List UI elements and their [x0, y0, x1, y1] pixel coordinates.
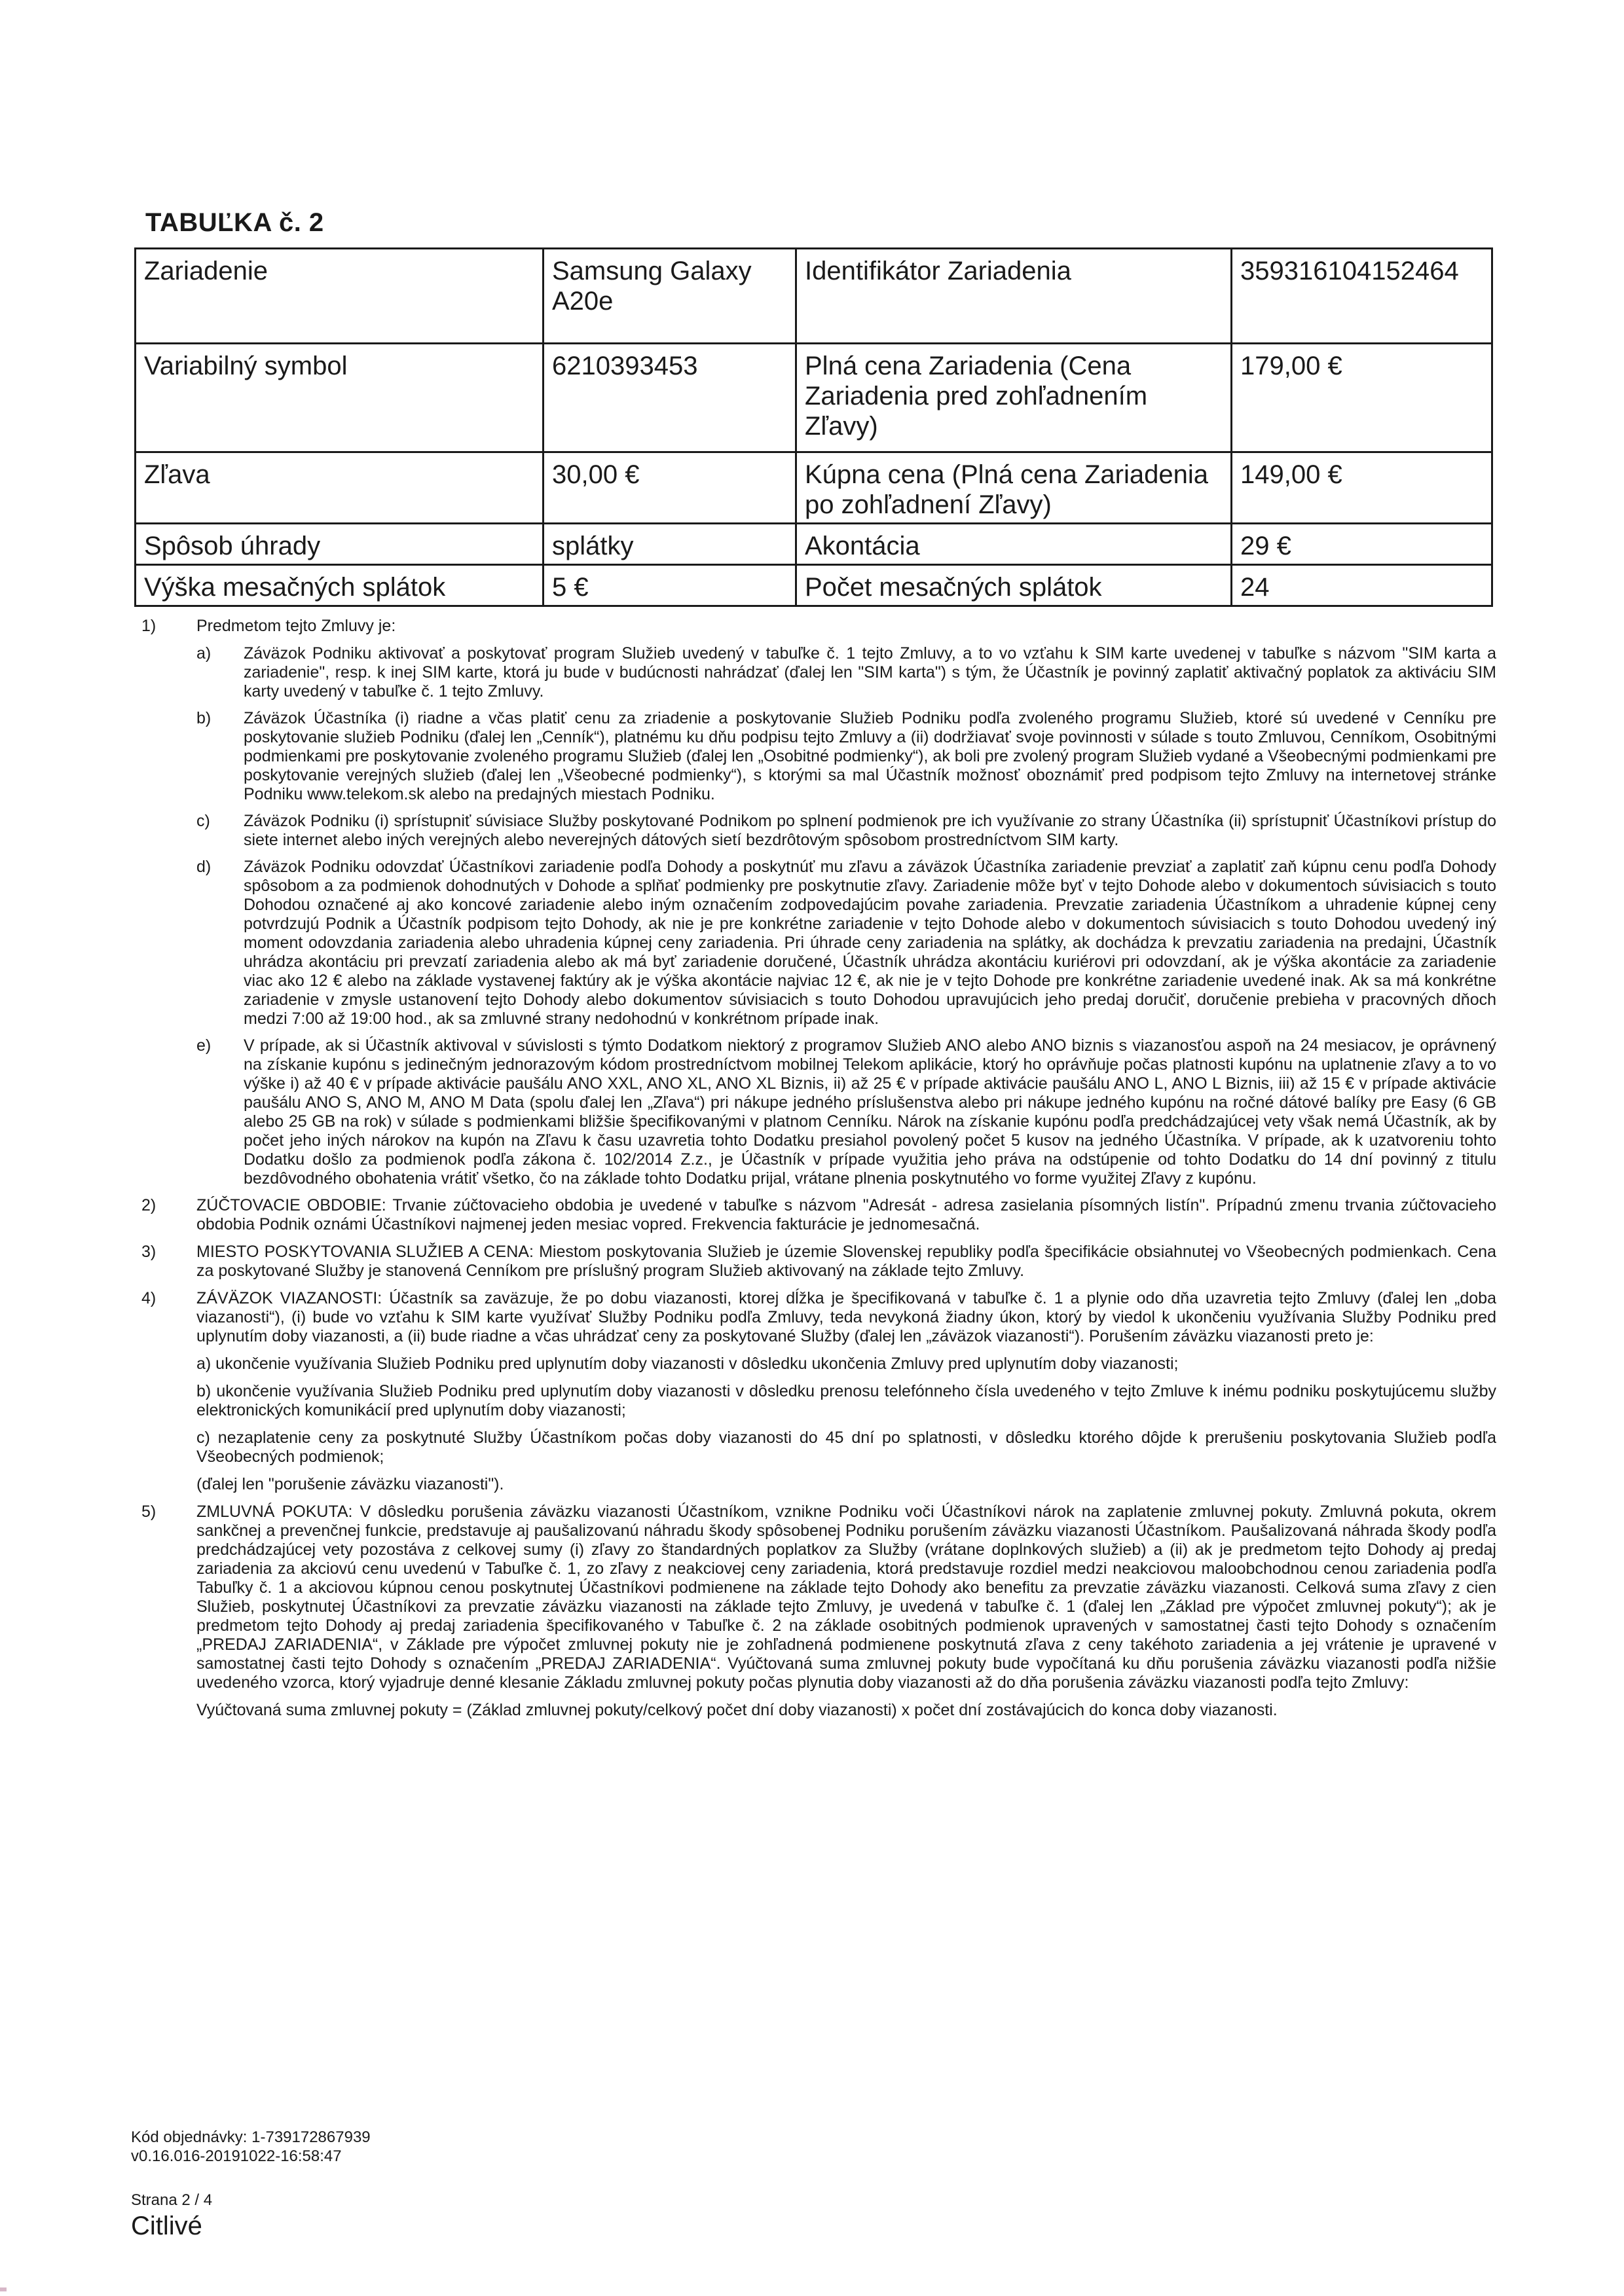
item-letter: c)	[196, 812, 210, 830]
section-number: 4)	[141, 1289, 157, 1307]
page-footer	[131, 2128, 371, 2241]
version-string: v0.16.016-20191022-16:58:47	[131, 2147, 342, 2165]
breach-condition: a) ukončenie využívania Služieb Podniku pred uplynutím doby viazanosti v dôsledku ukončenia Zmluvy pred uplynutím doby viazanosti;	[196, 1355, 1179, 1373]
table-row	[136, 249, 1492, 344]
section-intro: Predmetom tejto Zmluvy je:	[196, 617, 396, 635]
item-letter: b)	[196, 709, 212, 727]
contract-body	[131, 617, 1496, 1728]
table-cell-value: 5 €	[544, 565, 796, 606]
item-text: V prípade, ak si Účastník aktivoval v súvislosti s týmto Dodatkom niektorý z programov Služieb ANO alebo ANO biznis s viazanosťou aspoň na 24 mesiacov, je oprávnený na získanie kupónu s jedinečným jednorazovým kódom prostredníctvom mobilnej Telekom aplikácie, ktorý ho oprávňuje počas platnosti kupónu na uplatnenie zľavy a to vo výške i) až 40 € v prípade aktivácie paušálu ANO XXL, ANO XL, ANO XL Biznis, ii) až 25 € v prípade aktivácie paušálu ANO L, ANO L Biznis, iii) až 15 € v prípade aktivácie paušálu ANO S, ANO M, ANO M Data (spolu ďalej len „Zľava“) pri nákupe jedného príslušenstva alebo pri nákupe jedného kupónu na ročné dátové balíky pre Easy (6 GB alebo 25 GB na rok) v súlade s podmienkami bližšie špecifikovanými v platnom Cenníku. Nárok na získanie kupónu podľa predchádzajúcej vety však nemá Účastník, ak by počet jeho iných nárokov na kupón na Zľavu k času uzavretia tohto Dodatku presiahol povolený počet 5 kusov na jedného Účastníka. V prípade, ak k uzatvoreniu tohto Dodatku došlo za podmienok podľa zákona č. 102/2014 Z.z., je Účastník v prípade využitia jeho práva na odstúpenie od tohto Dodatku do 14 dní povinný z titulu bezdôvodného obohatenia vrátiť všetko, čo na základe tohto Dodatku prijal, vrátane plnenia poskytnutého vo forme využitej Zľavy z kupónu.	[244, 1036, 1496, 1188]
list-item	[131, 709, 1496, 804]
table-cell-value: 149,00 €	[1232, 452, 1492, 524]
section-text: ZÚČTOVACIE OBDOBIE: Trvanie zúčtovacieho obdobia je uvedené v tabuľke s názvom "Adresát - adresa zasielania písomných listín". Prípadnú zmenu trvania zúčtovacieho obdobia Podnik oznámi Účastníkovi najmenej jeden mesiac vopred. Frekvencia fakturácie je jednomesačná.	[196, 1196, 1496, 1233]
page-number: Strana 2 / 4	[131, 2191, 213, 2209]
breach-definition: (ďalej len "porušenie záväzku viazanosti").	[196, 1475, 504, 1493]
table-cell-label: Výška mesačných splátok	[136, 565, 544, 606]
section-number: 2)	[141, 1196, 157, 1214]
list-item	[131, 812, 1496, 850]
table-cell-value: Samsung Galaxy A20e	[544, 249, 796, 344]
item-text: Záväzok Podniku (i) sprístupniť súvisiace Služby poskytované Podnikom po splnení podmienok pre ich využívanie zo strany Účastníka (ii) sprístupniť Účastníkovi prístup do siete internet alebo iných verejných alebo neverejných dátových sietí bezdrôtovým spôsobom prostredníctvom SIM karty.	[244, 812, 1496, 849]
section-text: ZMLUVNÁ POKUTA: V dôsledku porušenia záväzku viazanosti Účastníkom, vznikne Podniku voči Účastníkovi nárok na zaplatenie zmluvnej pokuty. Zmluvná pokuta, okrem sankčnej a prevenčnej funkcie, predstavuje aj paušalizovanú náhradu škody spôsobenej Podniku porušením záväzku viazanosti Účastníkom. Paušalizovaná náhrada škody podľa predchádzajúcej vety pozostáva z celkovej sumy (i) zľavy zo štandardných poplatkov za Služby (vrátane doplnkových služieb) a (ii) ak je predmetom tejto Dohody aj predaj zariadenia za akciovú cenu uvedenú v Tabuľke č. 1, zo zľavy z neakciovej ceny zariadenia, ktorá predstavuje rozdiel medzi neakciovou maloobchodnou cenou zariadenia podľa Tabuľky č. 1 a akciovou kúpnou cenou poskytnutej Účastníkovi podmienene na základe tejto Dohody ako benefitu za prevzatie záväzku viazanosti. Celková suma zľavy z cien Služieb, poskytnutej Účastníkovi za prevzatie záväzku viazanosti na základe tejto Zmluvy, je uvedená v tabuľke č. 1 (ďalej len „Základ pre výpočet zmluvnej pokuty“); ak je predmetom tejto Dohody aj predaj zariadenia špecifikovaného v Tabuľke č. 2 na základe osobitných podmienok upravených v samostatnej časti tejto Dohody s označením „PREDAJ ZARIADENIA“, v Základe pre výpočet zmluvnej pokuty nie je zohľadnená podmienene poskytnutá zľava z ceny takéhoto zariadenia a jej vrátenie je upravené v samostatnej časti tejto Dohody s označením „PREDAJ ZARIADENIA“. Vyúčtovaná suma zmluvnej pokuty bude vypočítaná ku dňu porušenia záväzku viazanosti podľa nižšie uvedeného vzorca, ktorý vyjadruje denné klesanie Základu zmluvnej pokuty počas plynutia doby viazanosti až do dňa porušenia záväzku viazanosti podľa tejto Zmluvy:	[196, 1503, 1496, 1692]
order-code: Kód objednávky: 1-739172867939	[131, 2128, 371, 2146]
section-text: ZÁVÄZOK VIAZANOSTI: Účastník sa zaväzuje, že po dobu viazanosti, ktorej dĺžka je špecifikovaná v tabuľke č. 1 a plynie odo dňa uzavretia tejto Zmluvy (ďalej len „doba viazanosti“), (i) bude vo vzťahu k SIM karte využívať Služby Podniku podľa Zmluvy, teda nevykoná žiadny úkon, ktorý by viedol k ukončeniu využívania Služby Podniku pred uplynutím doby viazanosti, a (ii) bude riadne a včas uhrádzať ceny za poskytované Služby (ďalej len „záväzok viazanosti“). Porušením záväzku viazanosti preto je:	[196, 1289, 1496, 1345]
table-cell-label: Plná cena Zariadenia (Cena Zariadenia pred zohľadnením Zľavy)	[796, 344, 1232, 452]
table-cell-value: 6210393453	[544, 344, 796, 452]
breach-condition: c) nezaplatenie ceny za poskytnuté Služby Účastníkom počas doby viazanosti do 45 dní po splatnosti, v dôsledku ktorého dôjde k prerušeniu poskytovania Služieb podľa Všeobecných podmienok;	[196, 1429, 1496, 1466]
table-row	[136, 524, 1492, 565]
list-item	[131, 644, 1496, 701]
page-title: TABUĽKA č. 2	[145, 208, 324, 237]
section-number: 3)	[141, 1243, 157, 1261]
list-item	[131, 1036, 1496, 1188]
table-cell-label: Zariadenie	[136, 249, 544, 344]
table-cell-value: 24	[1232, 565, 1492, 606]
device-table	[134, 247, 1493, 607]
section-4	[131, 1289, 1496, 1346]
section-1	[131, 617, 1496, 636]
classification-label: Citlivé	[131, 2212, 202, 2240]
table-cell-label: Identifikátor Zariadenia	[796, 249, 1232, 344]
table-cell-value: 179,00 €	[1232, 344, 1492, 452]
penalty-formula: Vyúčtovaná suma zmluvnej pokuty = (Základ zmluvnej pokuty/celkový počet dní doby viazanosti) x počet dní zostávajúcich do konca doby viazanosti.	[196, 1701, 1278, 1719]
table-cell-value: 30,00 €	[544, 452, 796, 524]
item-letter: e)	[196, 1036, 212, 1055]
section-number: 1)	[141, 617, 157, 635]
item-letter: a)	[196, 644, 212, 663]
table-cell-value: 29 €	[1232, 524, 1492, 565]
section-2	[131, 1196, 1496, 1234]
item-letter: d)	[196, 858, 212, 876]
table-row	[136, 452, 1492, 524]
list-item	[131, 858, 1496, 1029]
item-text: Záväzok Podniku odovzdať Účastníkovi zariadenie podľa Dohody a poskytnúť mu zľavu a záväzok Účastníka zariadenie prevziať a zaplatiť zaň kúpnu cenu podľa Dohody spôsobom a za podmienok dohodnutých v Dohode a splňať podmienky pre poskytnutie zľavy. Zariadenie môže byť v tejto Dohode alebo v dokumentoch súvisiacich s touto Dohodou označené aj ako koncové zariadenie alebo iným označením zodpovedajúcim povahe zariadenia. Prevzatie zariadenia Účastníkom a uhradenie kúpnej ceny potvrdzujú Podnik a Účastník podpisom tejto Dohody, ak nie je pre konkrétne zariadenie v tejto Dohode alebo v dokumentoch súvisiacich s touto Dohodou uvedený iný moment odovzdania zariadenia alebo uhradenia kúpnej ceny zariadenia. Pri úhrade ceny zariadenia na splátky, ak dochádza k prevzatiu zariadenia na predajni, Účastník uhrádza akontáciu pri prevzatí zariadenia alebo ak má byť zariadenie doručené, Účastník uhrádza akontáciu kuriérovi pri odovzdaní, ak je výška akontácie za zariadenie viac ako 12 € alebo na základe vystavenej faktúry ak je výška akontácie najviac 12 €, ak nie je v tejto Dohode pre konkrétne zariadenie uvedené inak. Ak sa má konkrétne zariadenie v zmysle ustanovení tejto Dohody alebo dokumentov súvisiacich s touto Dohodou upravujúcich jeho predaj doručiť, doručenie prebieha v pracovných dňoch medzi 7:00 až 19:00 hod., ak sa zmluvné strany nedohodnú v konkrétnom prípade inak.	[244, 858, 1496, 1028]
item-text: Záväzok Podniku aktivovať a poskytovať program Služieb uvedený v tabuľke č. 1 tejto Zmluvy, a to vo vzťahu k SIM karte uvedenej v tabuľke s názvom "SIM karta a zariadenie", resp. k inej SIM karte, ktorá ju bude v budúcnosti nahrádzať (ďalej len "SIM karta") s tým, že Účastník je povinný zaplatiť aktivačný poplatok za aktiváciu SIM karty uvedený v tabuľke č. 1 tejto Zmluvy.	[244, 644, 1496, 701]
section-5	[131, 1503, 1496, 1692]
section-number: 5)	[141, 1503, 157, 1521]
section-3	[131, 1243, 1496, 1281]
section-text: MIESTO POSKYTOVANIA SLUŽIEB A CENA: Miestom poskytovania Služieb je územie Slovenskej republiky podľa špecifikácie obsiahnutej vo Všeobecných podmienkach. Cena za poskytované Služby je stanovená Cenníkom pre príslušný program Služieb aktivovaný na základe tejto Zmluvy.	[196, 1243, 1496, 1280]
table-cell-label: Kúpna cena (Plná cena Zariadenia po zohľadnení Zľavy)	[796, 452, 1232, 524]
table-cell-label: Počet mesačných splátok	[796, 565, 1232, 606]
table-cell-label: Variabilný symbol	[136, 344, 544, 452]
table-cell-label: Akontácia	[796, 524, 1232, 565]
table-cell-value: 359316104152464	[1232, 249, 1492, 344]
table-cell-label: Spôsob úhrady	[136, 524, 544, 565]
table-cell-label: Zľava	[136, 452, 544, 524]
scan-artifact	[0, 2287, 7, 2291]
table-row	[136, 344, 1492, 452]
item-text: Záväzok Účastníka (i) riadne a včas platiť cenu za zriadenie a poskytovanie Služieb Podniku podľa zvoleného programu Služieb, ktoré sú uvedené v Cenníku pre poskytovanie služieb Podniku (ďalej len „Cenník“), platnému ku dňu podpisu tejto Zmluvy a (ii) dodržiavať svoje povinnosti v súlade s touto Zmluvou, Cenníkom, Osobitnými podmienkami pre poskytovanie zvoleného programu Služieb (ďalej len „Osobitné podmienky“), ak boli pre zvolený program Služieb vydané a Všeobecnými podmienkami pre poskytovanie verejných služieb (ďalej len „Všeobecné podmienky“), s ktorými sa mal Účastník možnosť oboznámiť pred podpisom tejto Zmluvy na internetovej stránke Podniku www.telekom.sk alebo na predajných miestach Podniku.	[244, 709, 1496, 803]
table-row	[136, 565, 1492, 606]
table-cell-value: splátky	[544, 524, 796, 565]
breach-condition: b) ukončenie využívania Služieb Podniku pred uplynutím doby viazanosti v dôsledku prenosu telefónneho čísla uvedeného v tejto Zmluve k inému podniku poskytujúcemu služby elektronických komunikácií pred uplynutím doby viazanosti;	[196, 1382, 1496, 1419]
